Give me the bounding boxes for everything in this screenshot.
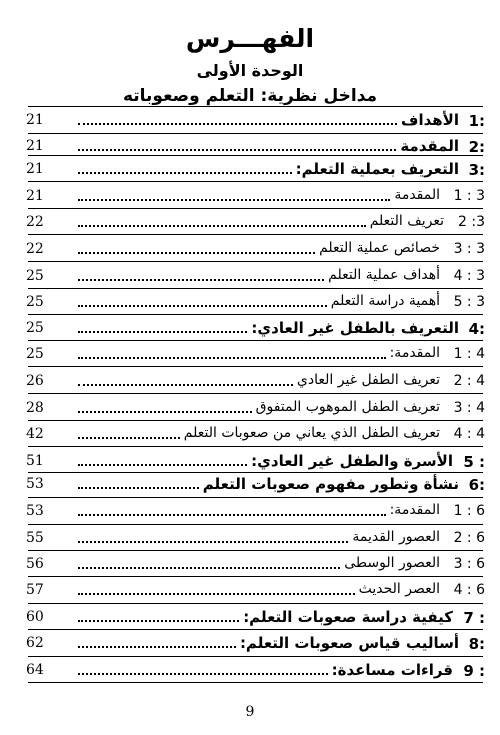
- toc-entry-title: تعريف الطفل غير العادي: [296, 372, 440, 388]
- toc-entry-number: 1 : 6: [453, 503, 485, 519]
- toc-entry-title: تعريف التعلم: [369, 213, 444, 229]
- toc-entry: [26, 344, 485, 368]
- dot-leader: [78, 199, 390, 201]
- toc-entry-number: 5 :: [463, 453, 485, 471]
- toc-entry-page: 53: [26, 476, 44, 492]
- toc-entry: [26, 398, 485, 422]
- toc-entry-number: 4 : 3: [453, 268, 485, 284]
- toc-entry-number: 1 : 3: [453, 188, 485, 204]
- toc-entry-number: 9 :: [463, 662, 485, 680]
- toc-entry-title: العصور القديمة: [352, 529, 440, 545]
- toc-entry-title: المقدمة:: [389, 345, 440, 361]
- toc-entry-number: 8:: [468, 635, 485, 653]
- dot-leader: [78, 437, 180, 439]
- toc-entry-title: التعريف بالطفل غير العادي:: [251, 319, 459, 337]
- dot-leader: [78, 357, 386, 359]
- toc-entry-number: 7 :: [463, 609, 485, 627]
- toc-entry-page: 21: [26, 161, 44, 177]
- unit-heading: الوحدة الأولى: [196, 61, 304, 80]
- dot-leader: [78, 305, 327, 307]
- toc-entry-number: 5 : 3: [453, 294, 485, 310]
- dot-leader: [78, 620, 239, 622]
- toc-entry-page: 25: [26, 346, 44, 362]
- toc-entry-number: 4 : 6: [453, 582, 485, 598]
- toc-entry-number: 1 : 4: [453, 346, 485, 362]
- toc-entry-page: 51: [26, 453, 44, 469]
- toc-entry: [26, 528, 485, 552]
- toc-entry: [26, 110, 485, 134]
- dot-leader: [78, 487, 199, 489]
- dot-leader: [78, 673, 328, 675]
- dot-leader: [78, 225, 366, 227]
- page-number: 9: [245, 704, 255, 720]
- toc-entry-page: 21: [26, 188, 44, 204]
- toc-entry-title: تعريف الطفل الذي يعاني من صعوبات التعلم: [183, 425, 440, 441]
- toc-entry: [26, 633, 485, 657]
- toc-entry-title: خصائص عملية التعلم: [319, 240, 440, 256]
- toc-entry-page: 53: [26, 503, 44, 519]
- toc-entry: [26, 186, 485, 210]
- toc-entry: [26, 580, 485, 604]
- toc-entry-page: 25: [26, 268, 44, 284]
- dot-leader: [78, 252, 315, 254]
- dot-leader: [78, 123, 397, 125]
- toc-entry: [26, 371, 485, 395]
- toc-entry: [26, 451, 485, 475]
- toc-entry-number: 6:: [468, 476, 485, 494]
- toc-entry-title: أهمية دراسة التعلم: [330, 293, 440, 309]
- toc-entry: [26, 660, 485, 684]
- toc-entry-page: 21: [26, 138, 44, 154]
- toc-entry-title: أساليب قياس صعوبات التعلم:: [239, 634, 459, 652]
- index-title: الفهـــرس: [185, 24, 315, 53]
- toc-entry-number: 3 : 4: [453, 400, 485, 416]
- toc-entry-page: 22: [26, 241, 44, 257]
- toc-entry-title: كيفية دراسة صعوبات التعلم:: [243, 608, 453, 626]
- toc-entry-title: المقدمة: [394, 187, 440, 203]
- toc-entry-page: 57: [26, 582, 44, 598]
- dot-leader: [78, 567, 340, 569]
- toc-entry: [26, 239, 485, 263]
- toc-entry-page: 26: [26, 373, 44, 389]
- dot-leader: [78, 646, 236, 648]
- toc-entry-title: التعريف بعملية التعلم:: [295, 160, 459, 178]
- toc-entry-title: العصر الحديث: [358, 581, 440, 597]
- toc-entry: [26, 474, 485, 498]
- toc-entry-page: 21: [26, 112, 44, 128]
- toc-entry-title: الأهداف: [401, 111, 459, 129]
- toc-entry-page: 25: [26, 294, 44, 310]
- dot-leader: [78, 149, 396, 151]
- toc-entry-number: 1:: [468, 112, 485, 130]
- toc-entry: [26, 212, 485, 236]
- toc-entry-title: تعريف الطفل الموهوب المتفوق: [255, 399, 440, 415]
- unit-subtitle: مداخل نظرية: التعلم وصعوباته: [122, 86, 378, 106]
- toc-entry: [26, 554, 485, 578]
- toc-entry-page: 55: [26, 530, 44, 546]
- toc-entry-page: 22: [26, 214, 44, 230]
- toc-entry-page: 64: [26, 662, 44, 678]
- toc-entry: [26, 501, 485, 525]
- toc-entry-page: 60: [26, 609, 44, 625]
- row-divider: [28, 106, 483, 107]
- dot-leader: [78, 279, 324, 281]
- toc-entry-title: المقدمة: [400, 137, 459, 155]
- toc-entry-number: 4:: [468, 320, 485, 338]
- toc-entry-title: الأسرة والطفل غير العادي:: [251, 452, 453, 470]
- toc-entry-number: 2 :3: [458, 214, 485, 230]
- toc-entry: [26, 318, 485, 342]
- toc-entry: [26, 292, 485, 316]
- toc-entry-number: 2 : 6: [453, 530, 485, 546]
- toc-entry: [26, 159, 485, 183]
- toc-entry-page: 28: [26, 400, 44, 416]
- toc-entry-page: 42: [26, 426, 44, 442]
- toc-entry: [26, 607, 485, 631]
- toc-entry-title: نشأة وتطور مفهوم صعوبات التعلم: [202, 475, 459, 493]
- dot-leader: [78, 384, 293, 386]
- toc-entry-number: 4 : 4: [453, 426, 485, 442]
- toc-entry-title: العصور الوسطى: [344, 555, 440, 571]
- toc-entry-number: 2:: [468, 138, 485, 156]
- toc-entry-number: 2 : 4: [453, 373, 485, 389]
- toc-entry-number: 3 : 3: [453, 241, 485, 257]
- toc-entry: [26, 266, 485, 290]
- toc-entry: [26, 136, 485, 160]
- toc-entry-number: 3 : 6: [453, 556, 485, 572]
- toc-entry-page: 56: [26, 556, 44, 572]
- dot-leader: [78, 541, 348, 543]
- dot-leader: [78, 331, 247, 333]
- toc-entry-title: المقدمة:: [389, 502, 440, 518]
- toc-entry-title: أهداف عملية التعلم: [328, 267, 440, 283]
- dot-leader: [78, 172, 292, 174]
- toc-entry-page: 25: [26, 320, 44, 336]
- dot-leader: [78, 464, 247, 466]
- dot-leader: [78, 593, 355, 595]
- toc-entry-page: 62: [26, 635, 44, 651]
- dot-leader: [78, 411, 252, 413]
- toc-entry: [26, 424, 485, 448]
- dot-leader: [78, 514, 386, 516]
- toc-entry-number: 3:: [468, 161, 485, 179]
- toc-entry-title: قراءات مساعدة:: [331, 661, 453, 679]
